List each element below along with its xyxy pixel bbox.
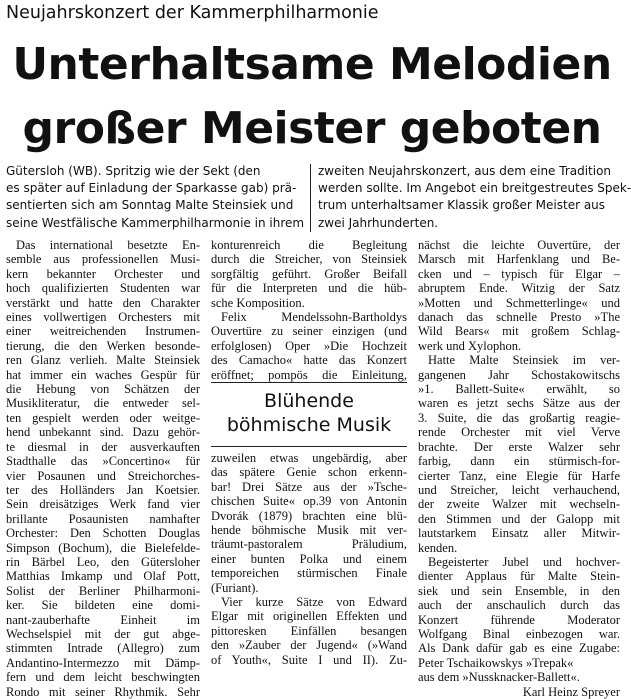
article-column-3 — [418, 238, 620, 699]
text-line: durch die Streicher, von Steinsiek — [211, 252, 407, 267]
lead-right — [318, 163, 631, 233]
text-line: nant-zauberhafte Einheit im — [6, 612, 200, 627]
text-line: kenden. — [418, 540, 458, 555]
text-line: Elgar mit originellen Effekten und — [211, 609, 407, 624]
text-line: träumt-pastoralem Präludium, — [211, 537, 407, 552]
subheading-line-2: böhmische Musik — [226, 414, 392, 436]
text-line: zuweilen etwas ungebärdig, aber — [211, 451, 407, 465]
lead-line: zweiten Neujahrskonzert, aus dem eine Tradition — [318, 164, 612, 178]
text-line: Solist der Berliner Philharmoni- — [6, 583, 200, 598]
text-line: semble aus professionellen Musi- — [6, 252, 200, 267]
text-line: Vier kurze Sätze von Edward — [221, 595, 407, 610]
text-line: temporeichen stürmischen Finale — [211, 566, 407, 581]
text-line: Felix Mendelssohn-Bartholdys — [221, 310, 407, 325]
lead-line: seine Westfälische Kammerphilharmonie in ihrem — [6, 215, 305, 230]
text-line: auch der anschaulich durch das — [418, 598, 620, 613]
text-line: hoch qualifizierten Studenten war — [6, 281, 200, 296]
text-line: der zweite Walzer mit wechseln- — [418, 497, 620, 512]
text-line: Ouvertüre zu seiner einzigen (und — [211, 324, 407, 339]
text-line: 3. Suite, die das großartig reagie- — [418, 410, 620, 425]
text-line: cken und – typisch für Elgar – — [418, 266, 620, 281]
text-line: Simpson (Bochum), die Bielefelde- — [6, 540, 200, 555]
text-line: Wolfgang Binal einbezogen war. — [418, 626, 620, 641]
text-line: ten gespielt werden oder weitge- — [6, 410, 200, 425]
text-line: eröffnet; pompös die Einleitung, — [211, 367, 407, 382]
text-line: bar! Drei Sätze aus der »Tsche- — [211, 479, 407, 494]
lead-line: trum unterhaltsamer Klassik großer Meister aus — [318, 198, 606, 213]
lead-line: sentierten sich am Sonntag Malte Steinsiek und — [6, 198, 294, 213]
subheading-line-1: Blühende — [264, 390, 354, 412]
text-line: für die Interpreten und die hüb- — [211, 281, 407, 296]
text-line: te diesmal in der ausverkauften — [6, 439, 200, 454]
text-line: Wild Bears« mit großem Schlag- — [418, 324, 620, 339]
text-line: Matthias Imkamp und Olaf Pott, — [6, 569, 200, 584]
text-line: farbig, dann ein stürmisch-for- — [418, 454, 620, 469]
text-line: »Motten und Schmetterlinge« und — [418, 295, 620, 310]
text-line: Orchester: Den Schotten Douglas — [6, 526, 200, 541]
text-line: Marsch mit Harfenklang und Be- — [418, 252, 620, 267]
text-line: lautstarkem Einsatz aller Mitwir- — [418, 526, 620, 541]
text-line: hend unbekannt sind. Dazu gehör- — [6, 425, 200, 440]
article-column-2 — [211, 238, 407, 667]
text-line: den »Zauber der Jugend« (»Wand — [211, 638, 407, 653]
text-line: Das international besetzte En- — [16, 238, 200, 252]
kicker: Neujahrskonzert der Kammerphilharmonie — [6, 3, 379, 23]
text-line: waren es jetzt sechs Sätze aus der — [418, 396, 620, 411]
text-line: kern bekannter Orchester und — [6, 266, 200, 281]
text-line: rin Bärbel Leo, den Gütersloher — [6, 554, 200, 569]
text-line: hat immer ein waches Gespür für — [6, 367, 200, 382]
lead-line: werden sollte. Im Angebot ein breitgestreutes Spek- — [318, 181, 631, 196]
text-line: chischen Suite« op.39 von Antonin — [211, 494, 407, 509]
text-line: des Camacho« hatte das Konzert — [211, 353, 407, 368]
text-line: »1. Ballett-Suite« erwählt, so — [418, 382, 620, 397]
text-line: ter des Holländers Jan Koetsier. — [6, 482, 200, 497]
text-line: eines vollwertigen Orchesters mit — [6, 310, 200, 325]
author-byline: Karl Heinz Spreyer — [522, 684, 620, 699]
lead-left — [6, 163, 305, 233]
text-line: gangenen Jahr Schostakowitschs — [418, 367, 620, 382]
text-line: Konzert führende Moderator — [418, 612, 620, 627]
text-line: ren Glanz verlieh. Malte Steinsiek — [6, 353, 200, 368]
text-line: Musikliteratur, die entweder sel- — [6, 396, 200, 411]
text-line: (Furiant). — [211, 580, 259, 595]
text-line: fern und dem leicht beschwingten — [6, 670, 200, 685]
lead-line: es später auf Einladung der Sparkasse gab) prä- — [6, 181, 297, 196]
lead-divider — [310, 164, 311, 232]
text-line: werk und Xylophon. — [418, 338, 522, 353]
text-line: einer bunten Polka und einem — [211, 551, 407, 566]
text-line: dienter Applaus für Malte Stein- — [418, 569, 620, 584]
text-line: das spätere Genie schon erkenn- — [211, 465, 407, 480]
text-line: vier Posaunen und Streichorches- — [6, 468, 200, 483]
text-line: Peter Tschaikowskys »Trepak« — [418, 655, 574, 670]
text-line: den Stimmen und der Galopp mit — [418, 511, 620, 526]
text-line: siek und sein Ensemble, in den — [418, 583, 620, 598]
subhead-rule-bottom — [211, 446, 407, 447]
text-line: of Youth«, Suite I und II). Zu- — [211, 652, 407, 667]
text-line: konturenreich die Begleitung — [211, 238, 407, 252]
text-line: brachte. Der erste Walzer sehr — [418, 439, 620, 454]
text-line: Wechselspiel mit der gut abge- — [6, 626, 200, 641]
text-line: Als Dank dafür gab es eine Zugabe: — [418, 641, 620, 656]
headline-line-1: Unterhaltsame Melodien — [12, 39, 612, 90]
headline-line-2: großer Meister geboten — [22, 103, 602, 154]
text-line: Andantino-Intermezzo mit Dämp- — [6, 655, 200, 670]
text-line: hende böhmische Musik mit ver- — [211, 523, 407, 538]
text-line: rende Orchester mit viel Verve — [418, 425, 620, 440]
lead-line: Gütersloh (WB). Spritzig wie der Sekt (den — [6, 164, 261, 178]
text-line: sorgfältig geführt. Großer Beifall — [211, 266, 407, 281]
text-line: pittoresken Einfällen besangen — [211, 623, 407, 638]
text-line: ker. Sie bildeten eine domi- — [6, 598, 200, 613]
text-line: aus dem »Nussknacker-Ballett«. — [418, 670, 580, 685]
text-line: Sein dreisätziges Werk fand vier — [6, 497, 200, 512]
text-line: verstärkt und hatte den Charakter — [6, 295, 200, 310]
text-line: die Hebung von Schätzen der — [6, 382, 200, 397]
text-line: brillante Posaunisten namhafter — [6, 511, 200, 526]
text-line: stimmten Intrade (Allegro) zum — [6, 641, 200, 656]
text-line: Rondo mit seiner Rhythmik. Sehr — [6, 684, 200, 699]
text-line: einer weitreichenden Instrumen- — [6, 324, 200, 339]
lead-line: zwei Jahrhunderten. — [318, 215, 439, 230]
subhead-rule-top — [211, 382, 407, 383]
column-2-lower — [211, 451, 407, 667]
text-line: danach das schnelle Presto »The — [418, 310, 620, 325]
text-line: nächst die leichte Ouvertüre, der — [418, 238, 620, 252]
text-line: Begeisterter Jubel und hochver- — [428, 554, 620, 569]
text-line: erfolglosen) Oper »Die Hochzeit — [211, 338, 407, 353]
text-line: sche Komposition. — [211, 295, 305, 310]
text-line: und Streicher, leicht verhauchend, — [418, 482, 620, 497]
text-line: cierter Tanz, eine Elegie für Harfe — [418, 468, 620, 483]
article-column-1 — [6, 238, 200, 699]
text-line: tierung, die den Werken besonde- — [6, 338, 200, 353]
text-line: Stadthalle das »Concertino« für — [6, 454, 200, 469]
text-line: abruptem Ende. Witzig der Satz — [418, 281, 620, 296]
text-line: Dvorák (1879) brachten eine blü- — [211, 508, 407, 523]
text-line: Hatte Malte Steinsiek im ver- — [428, 353, 620, 368]
